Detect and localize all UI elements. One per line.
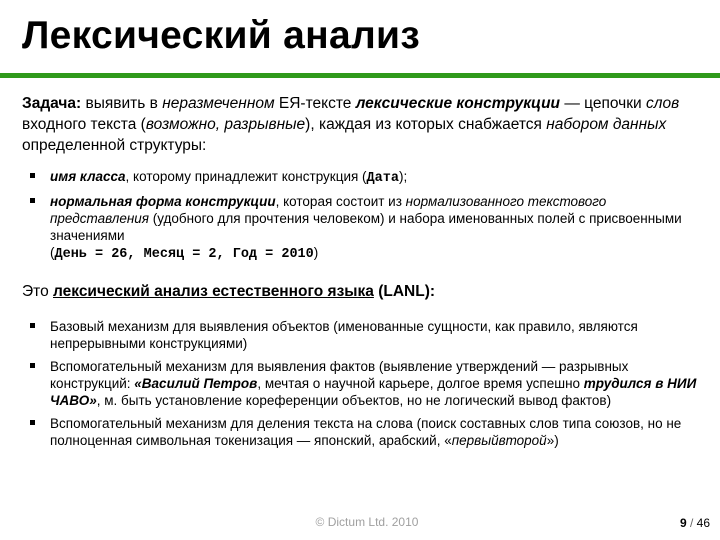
task-text-10: набором данных [546, 116, 667, 133]
bullet4-text-4: трудился в НИИ ЧАВО» [50, 376, 697, 408]
bullet5-text-3: ») [546, 433, 559, 448]
task-text-11: определенной структуры: [22, 137, 207, 154]
definition-term: лексический анализ естественного языка [53, 283, 374, 300]
bullet4-text-1: Вспомогательный механизм для выявления фактов (выявление утверждений — разрывных конструкций: [50, 359, 629, 391]
list-item [22, 318, 702, 352]
bullet2-close: ) [313, 245, 319, 260]
bullet5-text-1: Вспомогательный механизм для деления текста на слова (поиск составных слов типа союзов, но не полноценная символьная токенизация — японский, арабский, « [50, 416, 682, 448]
definition-post: (LANL): [373, 283, 436, 300]
page-current: 9 [679, 516, 687, 530]
bullet4-text-5: , м. быть установление кореференции объектов, но не логический вывод фактов) [96, 393, 612, 408]
bullet-square-icon [30, 323, 35, 328]
slide-title: Лексический анализ [22, 14, 421, 57]
task-label: Задача: [22, 95, 82, 112]
bullet2-code: День = 26, Месяц = 2, Год = 2010 [54, 247, 314, 262]
list-item [22, 358, 702, 409]
page-separator: / [686, 516, 697, 530]
task-text-3: ЕЯ-тексте [274, 95, 356, 112]
bullet-square-icon [30, 363, 35, 368]
bullet1-end: ); [398, 169, 408, 184]
bullet-square-icon [30, 173, 35, 178]
title-divider [0, 73, 720, 78]
bullet-square-icon [30, 198, 35, 203]
bullet2-text-1: , которая состоит из [275, 194, 406, 209]
bullet2-term: нормальная форма конструкции [50, 194, 276, 209]
bullet3-text: Базовый механизм для выявления объектов (именованные сущности, как правило, являются непрерывными конструкциями) [50, 319, 638, 351]
bullet2-text-3: (удобного для прочтения человеком) и набора именованных полей с присвоенными значениями [50, 211, 682, 243]
bullets-list-1 [22, 168, 702, 263]
bullet1-text: , которому принадлежит конструкция ( [125, 169, 367, 184]
task-text-7: входного текста ( [22, 116, 146, 133]
task-text-8: возможно, разрывные [145, 116, 306, 133]
bullet1-term: имя класса [50, 169, 126, 184]
bullet4-text-3: , мечтая о научной карьере, долгое время успешно [257, 376, 584, 391]
footer-copyright: © Dictum Ltd. 2010 [315, 515, 419, 529]
bullet2-open: ( [50, 245, 55, 260]
task-text-6: слов [645, 95, 680, 112]
bullet5-text-2: первыйвторой [451, 433, 547, 448]
list-item [22, 193, 702, 263]
page-total: 46 [696, 516, 710, 530]
bullet4-text-2: «Василий Петров [134, 376, 258, 391]
task-text-9: ), каждая из которых снабжается [305, 116, 547, 133]
bullet1-code: Дата [366, 171, 399, 186]
task-text-5: — цепочки [560, 95, 646, 112]
bullets-list-2 [22, 318, 702, 449]
task-text-1: выявить в [81, 95, 163, 112]
bullet2-text-2: нормализованного текстового представления [50, 194, 607, 226]
slide-content [22, 93, 702, 449]
task-paragraph [22, 93, 702, 156]
definition-paragraph [22, 281, 702, 302]
task-text-4: лексические конструкции [355, 95, 561, 112]
bullet-square-icon [30, 420, 35, 425]
task-text-2: неразмеченном [162, 95, 275, 112]
page-number [680, 516, 710, 530]
list-item [22, 168, 702, 187]
list-item [22, 415, 702, 449]
definition-pre: Это [22, 283, 53, 300]
